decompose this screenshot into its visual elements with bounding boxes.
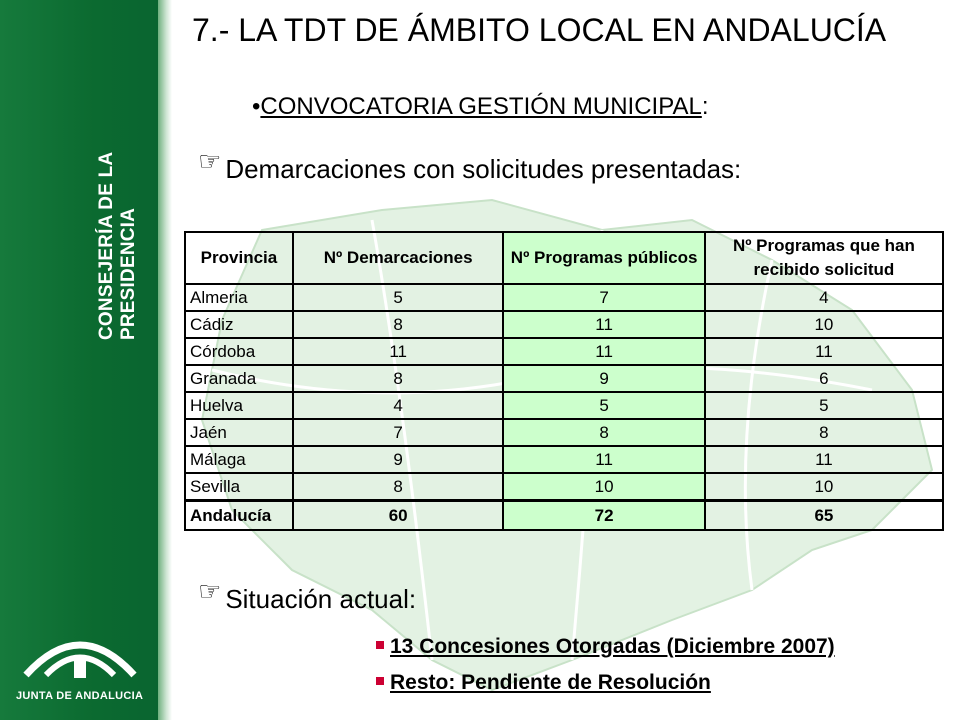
bullet-text: 13 Concesiones Otorgadas (Diciembre 2007) [390,635,835,658]
table-total-row [185,501,943,531]
total-demarcaciones: 60 [293,501,504,531]
cell-demarcaciones: 4 [293,392,504,419]
cell-programas: 5 [503,392,704,419]
cell-demarcaciones: 8 [293,473,504,501]
total-programas: 72 [503,501,704,531]
cell-programas: 9 [503,365,704,392]
square-bullet-icon [376,677,384,685]
header-provincia: Provincia [185,232,293,284]
cell-solicitudes: 10 [705,473,943,501]
cell-provincia: Granada [185,365,293,392]
table-row [185,419,943,446]
cell-solicitudes: 8 [705,419,943,446]
sidebar-vertical-title: CONSEJERÍA DE LA PRESIDENCIA [96,152,139,340]
total-solicitudes: 65 [705,501,943,531]
subitem-heading [252,88,732,125]
total-label: Andalucía [185,501,293,531]
pointing-hand-icon: ☞ [198,577,222,607]
bullet-text: Resto: Pendiente de Resolución [390,671,711,694]
cell-solicitudes: 11 [705,446,943,473]
cell-provincia: Sevilla [185,473,293,501]
cell-solicitudes: 4 [705,284,943,311]
cell-provincia: Almeria [185,284,293,311]
section-situacion [198,577,417,615]
cell-provincia: Cádiz [185,311,293,338]
cell-demarcaciones: 7 [293,419,504,446]
cell-programas: 11 [503,338,704,365]
cell-provincia: Huelva [185,392,293,419]
cell-demarcaciones: 8 [293,365,504,392]
section-situacion-text: Situación actual: [225,584,417,614]
junta-logo-icon [18,620,142,680]
header-programas-solicitud: Nº Programas que han recibido solicitud [705,232,943,284]
section-demarcaciones [198,147,742,185]
subitem-suffix: : [701,93,709,120]
cell-demarcaciones: 11 [293,338,504,365]
table-row [185,284,943,311]
cell-provincia: Córdoba [185,338,293,365]
table-header-row [185,232,943,284]
situacion-bullets [376,632,896,704]
square-bullet-icon [376,641,384,649]
cell-programas: 11 [503,311,704,338]
subitem-text: CONVOCATORIA GESTIÓN MUNICIPAL [260,93,702,120]
cell-solicitudes: 5 [705,392,943,419]
header-demarcaciones: Nº Demarcaciones [293,232,504,284]
table-row [185,392,943,419]
cell-demarcaciones: 5 [293,284,504,311]
cell-demarcaciones: 8 [293,311,504,338]
cell-programas: 11 [503,446,704,473]
cell-programas: 8 [503,419,704,446]
cell-provincia: Jaén [185,419,293,446]
cell-solicitudes: 6 [705,365,943,392]
table-row [185,338,943,365]
subitem-bullet: • [252,93,261,120]
section-demarcaciones-text: Demarcaciones con solicitudes presentadas: [225,154,742,184]
header-programas-publicos: Nº Programas públicos [503,232,704,284]
slide-title: 7.- LA TDT DE ÁMBITO LOCAL EN ANDALUCÍA [192,12,887,48]
table-row [185,311,943,338]
pointing-hand-icon: ☞ [198,147,222,177]
sidebar-stripe [158,0,172,720]
cell-demarcaciones: 9 [293,446,504,473]
list-item [376,632,896,662]
list-item [376,668,896,698]
cell-programas: 10 [503,473,704,501]
cell-solicitudes: 11 [705,338,943,365]
cell-programas: 7 [503,284,704,311]
demarcaciones-table [184,231,944,531]
cell-provincia: Málaga [185,446,293,473]
cell-solicitudes: 10 [705,311,943,338]
table-row [185,473,943,501]
table-row [185,365,943,392]
table-row [185,446,943,473]
logo-text: JUNTA DE ANDALUCIA [16,690,144,702]
